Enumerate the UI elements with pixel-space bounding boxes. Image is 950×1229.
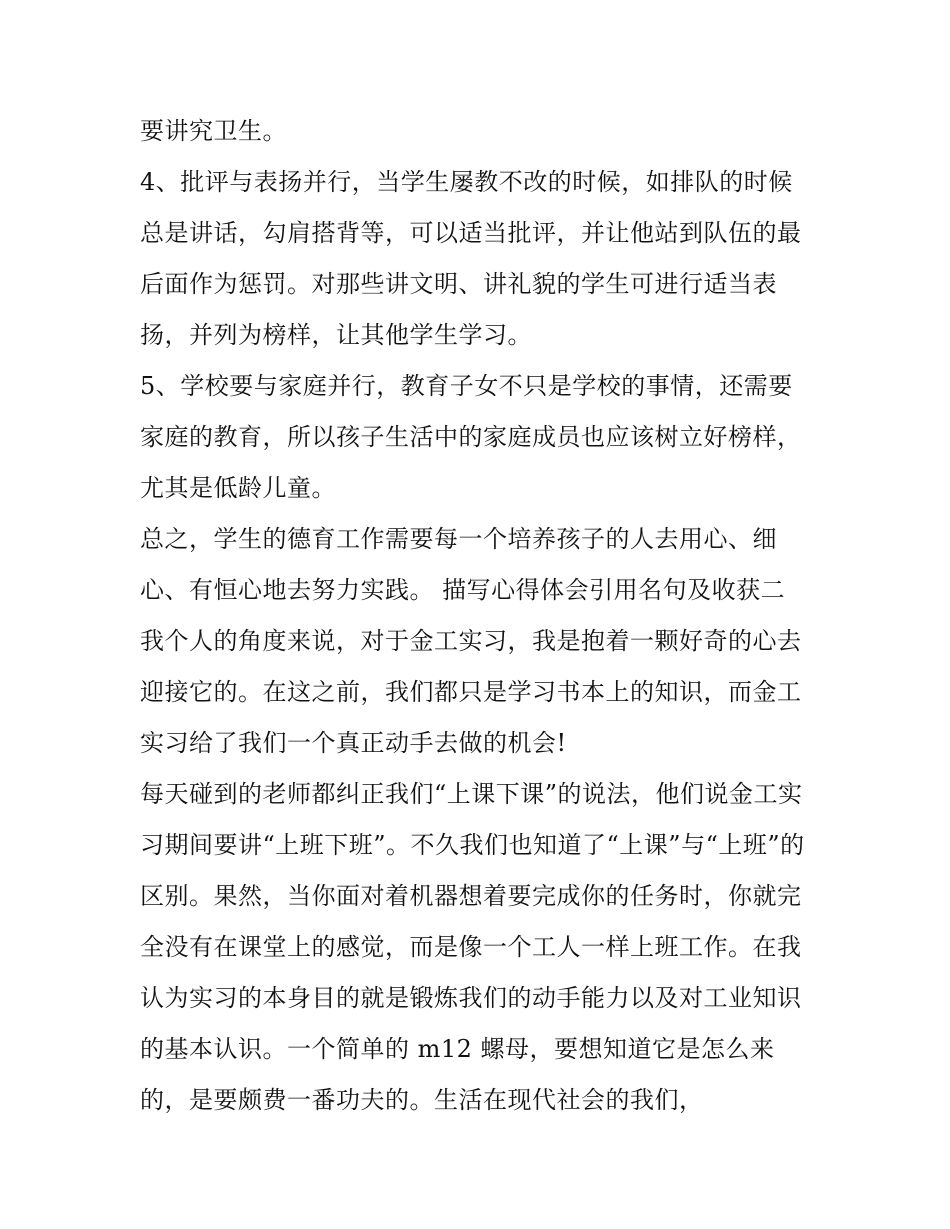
text-line-13: 实习给了我们一个真正动手去做的机会! <box>140 729 567 757</box>
text-line-11: 我个人的角度来说，对于金工实习，我是抱着一颗好奇的心去 <box>140 627 802 655</box>
text-line-14: 每天碰到的老师都纠正我们“上课下课”的说法，他们说金工实 <box>140 780 803 808</box>
text-line-20: 的，是要颇费一番功夫的。生活在现代社会的我们， <box>140 1086 704 1114</box>
text-line-3: 总是讲话，勾肩搭背等，可以适当批评，并让他站到队伍的最 <box>140 219 802 247</box>
text-line-18: 认为实习的本身目的就是锻炼我们的动手能力以及对工业知识 <box>140 984 802 1012</box>
text-line-9: 总之，学生的德育工作需要每一个培养孩子的人去用心、细 <box>140 525 777 553</box>
body-text <box>140 106 820 1126</box>
text-line-2: 4、批评与表扬并行，当学生屡教不改的时候，如排队的时候 <box>140 168 793 196</box>
text-line-6: 5、学校要与家庭并行，教育子女不只是学校的事情，还需要 <box>140 372 793 400</box>
text-line-19: 的基本认识。一个简单的 m12 螺母，要想知道它是怎么来 <box>140 1035 775 1063</box>
text-line-12: 迎接它的。在这之前，我们都只是学习书本上的知识，而金工 <box>140 678 802 706</box>
text-line-4: 后面作为惩罚。对那些讲文明、讲礼貌的学生可进行适当表 <box>140 270 777 298</box>
text-line-8: 尤其是低龄儿童。 <box>140 474 336 502</box>
text-line-7: 家庭的教育，所以孩子生活中的家庭成员也应该树立好榜样， <box>140 423 802 451</box>
text-line-16: 区别。果然，当你面对着机器想着要完成你的任务时，你就完 <box>140 882 802 910</box>
text-line-10: 心、有恒心地去努力实践。 描写心得体会引用名句及收获二 <box>140 576 786 604</box>
text-line-15: 习期间要讲“上班下班”。不久我们也知道了“上课”与“上班”的 <box>140 831 805 859</box>
text-line-17: 全没有在课堂上的感觉，而是像一个工人一样上班工作。在我 <box>140 933 802 961</box>
text-line-1: 要讲究卫生。 <box>140 117 287 145</box>
text-line-5: 扬，并列为榜样，让其他学生学习。 <box>140 321 532 349</box>
